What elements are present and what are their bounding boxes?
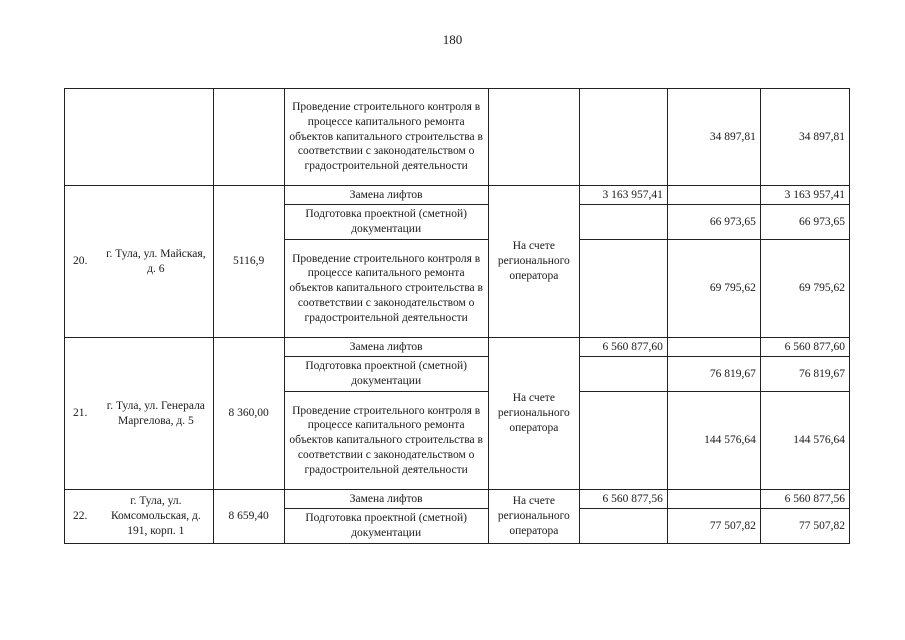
area-cell	[213, 89, 284, 186]
work-type-cell: Замена лифтов	[284, 338, 488, 357]
address-cell	[65, 186, 214, 338]
amount-a-cell	[579, 357, 667, 392]
funding-source-cell: На счете регионального оператора	[488, 338, 579, 490]
amount-b-cell	[667, 490, 760, 509]
address-text: г. Тула, ул. Комсомольская, д. 191, корп. 1	[110, 495, 201, 537]
amount-a-cell: 6 560 877,60	[579, 338, 667, 357]
total-cell: 34 897,81	[760, 89, 849, 186]
total-cell: 69 795,62	[760, 240, 849, 338]
table-row	[65, 89, 850, 186]
amount-b-cell: 76 819,67	[667, 357, 760, 392]
table-row	[65, 490, 850, 509]
work-type-cell: Замена лифтов	[284, 490, 488, 509]
amount-a-cell	[579, 509, 667, 544]
area-cell: 8 659,40	[213, 490, 284, 544]
amount-a-cell	[579, 89, 667, 186]
amount-b-cell: 69 795,62	[667, 240, 760, 338]
total-cell: 76 819,67	[760, 357, 849, 392]
address-cell	[65, 490, 214, 544]
address-cell	[65, 89, 214, 186]
amount-b-cell	[667, 186, 760, 205]
work-type-cell: Подготовка проектной (сметной) документации	[284, 205, 488, 240]
table-row	[65, 186, 850, 205]
work-type-cell: Подготовка проектной (сметной) документации	[284, 357, 488, 392]
work-type-cell: Проведение строительного контроля в процессе капитального ремонта объектов капитального строительства в соответствии с законодательством о градостроительной деятельности	[284, 240, 488, 338]
amount-b-cell: 144 576,64	[667, 392, 760, 490]
amount-a-cell	[579, 240, 667, 338]
area-cell: 5116,9	[213, 186, 284, 338]
amount-a-cell: 3 163 957,41	[579, 186, 667, 205]
row-number: 22.	[73, 510, 88, 523]
funding-source-cell	[488, 89, 579, 186]
address-text: г. Тула, ул. Генерала Маргелова, д. 5	[106, 399, 205, 427]
total-cell: 66 973,65	[760, 205, 849, 240]
address-cell	[65, 338, 214, 490]
work-type-cell: Проведение строительного контроля в процессе капитального ремонта объектов капитального строительства в соответствии с законодательством о градостроительной деятельности	[284, 89, 488, 186]
amount-b-cell: 66 973,65	[667, 205, 760, 240]
amount-b-cell	[667, 338, 760, 357]
work-type-cell: Замена лифтов	[284, 186, 488, 205]
total-cell: 144 576,64	[760, 392, 849, 490]
total-cell: 6 560 877,60	[760, 338, 849, 357]
total-cell: 6 560 877,56	[760, 490, 849, 509]
work-type-cell: Проведение строительного контроля в процессе капитального ремонта объектов капитального строительства в соответствии с законодательством о градостроительной деятельности	[284, 392, 488, 490]
repair-plan-table	[64, 88, 850, 544]
amount-b-cell: 77 507,82	[667, 509, 760, 544]
table-row	[65, 338, 850, 357]
area-cell: 8 360,00	[213, 338, 284, 490]
amount-a-cell	[579, 205, 667, 240]
page-number: 180	[442, 32, 463, 47]
row-number: 20.	[73, 255, 88, 268]
amount-a-cell: 6 560 877,56	[579, 490, 667, 509]
total-cell: 3 163 957,41	[760, 186, 849, 205]
work-type-cell: Подготовка проектной (сметной) документации	[284, 509, 488, 544]
row-number: 21.	[73, 407, 88, 420]
amount-a-cell	[579, 392, 667, 490]
amount-b-cell: 34 897,81	[667, 89, 760, 186]
address-text: г. Тула, ул. Майская, д. 6	[106, 247, 206, 275]
funding-source-cell: На счете регионального оператора	[488, 186, 579, 338]
funding-source-cell: На счете регионального оператора	[488, 490, 579, 544]
total-cell: 77 507,82	[760, 509, 849, 544]
